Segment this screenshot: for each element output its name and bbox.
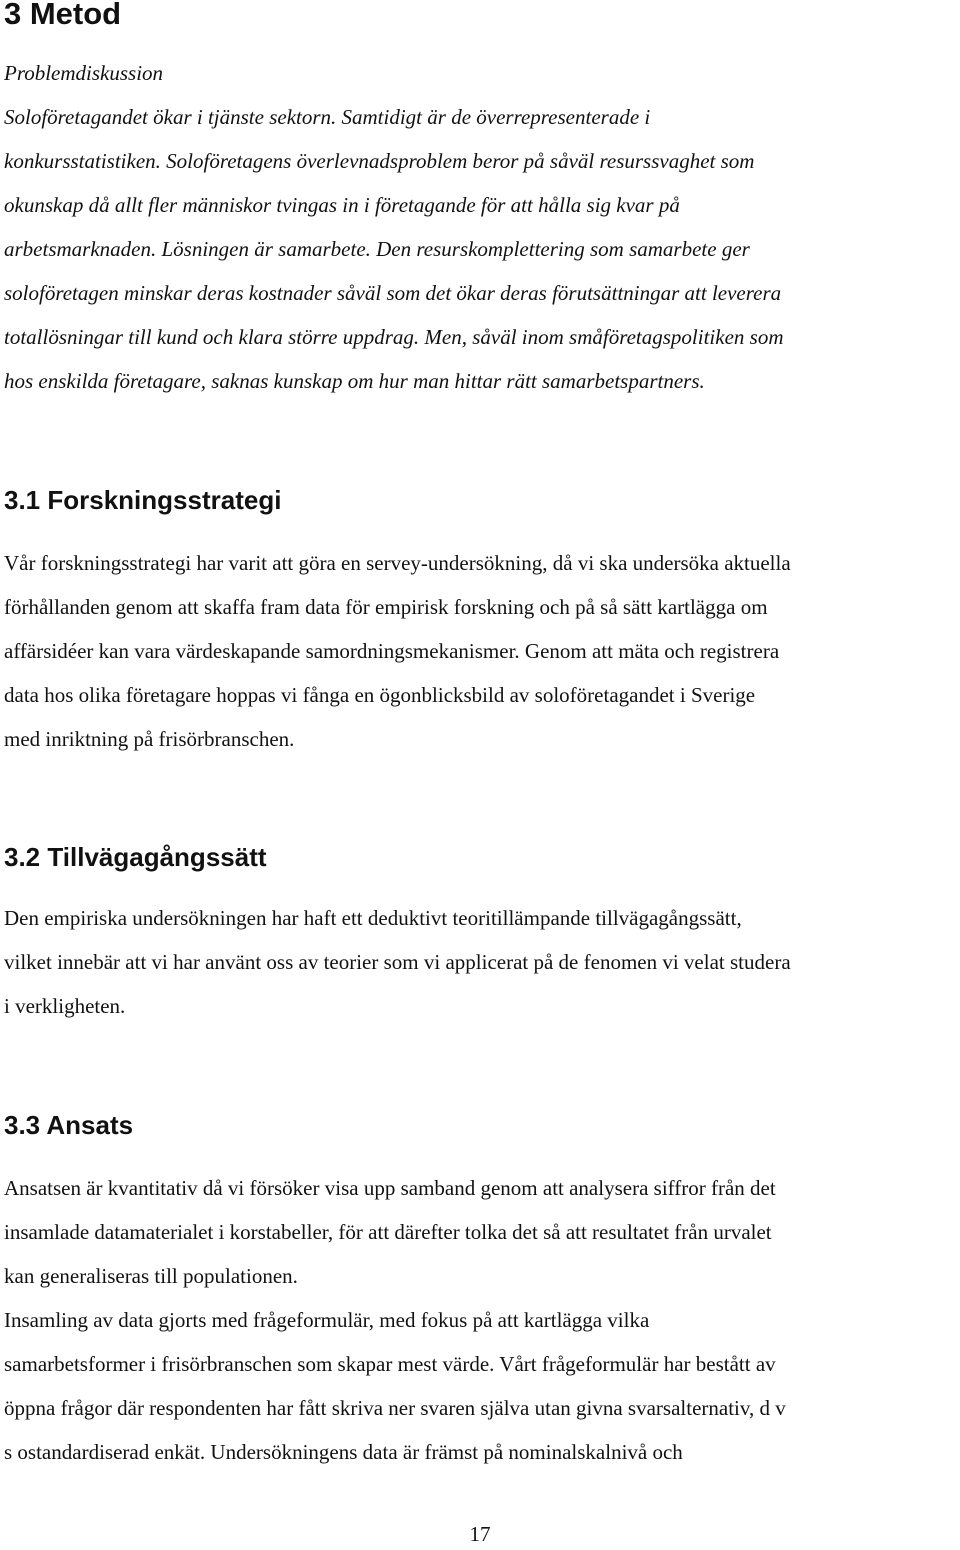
paragraph-line: kan generaliseras till populationen.	[4, 1264, 298, 1288]
paragraph-line: insamlade datamaterialet i korstabeller, för att därefter tolka det så att resultatet från urvalet	[4, 1220, 772, 1244]
paragraph-line: med inriktning på frisörbranschen.	[4, 727, 295, 751]
paragraph-line: Soloföretagandet ökar i tjänste sektorn. Samtidigt är de överrepresenterade i	[4, 105, 651, 129]
paragraph-line: Den empiriska undersökningen har haft ett deduktivt teoritillämpande tillvägagångssätt,	[4, 906, 742, 930]
paragraph-line: arbetsmarknaden. Lösningen är samarbete. Den resurskomplettering som samarbete ger	[4, 237, 750, 261]
problem-discussion-subheading: Problemdiskussion	[4, 61, 164, 85]
paragraph-line: Insamling av data gjorts med frågeformulär, med fokus på att kartlägga vilka	[4, 1308, 650, 1332]
paragraph-line: Vår forskningsstrategi har varit att göra en servey-undersökning, då vi ska undersöka aktuella	[4, 551, 791, 575]
paragraph-line: soloföretagen minskar deras kostnader såväl som det ökar deras förutsättningar att leverera	[4, 281, 782, 305]
section-heading-tillvagagangssatt: 3.2 Tillvägagångssätt	[4, 842, 267, 872]
ansats-paragraph	[4, 1166, 958, 1474]
paragraph-line: konkursstatistiken. Soloföretagens överlevnadsproblem beror på såväl resurssvaghet som	[4, 149, 755, 173]
paragraph-line: öppna frågor där respondenten har fått skriva ner svaren själva utan givna svarsalternativ, d v	[4, 1396, 786, 1420]
paragraph-line: vilket innebär att vi har använt oss av teorier som vi applicerat på de fenomen vi velat studera	[4, 950, 791, 974]
forskningsstrategi-paragraph	[4, 541, 958, 761]
paragraph-line: affärsidéer kan vara värdeskapande samordningsmekanismer. Genom att mäta och registrera	[4, 639, 780, 663]
paragraph-line: förhållanden genom att skaffa fram data för empirisk forskning och på så sätt kartlägga om	[4, 595, 768, 619]
paragraph-line: i verkligheten.	[4, 994, 126, 1018]
paragraph-line: data hos olika företagare hoppas vi fånga en ögonblicksbild av soloföretagandet i Sverige	[4, 683, 756, 707]
paragraph-line: okunskap då allt fler människor tvingas in i företagande för att hålla sig kvar på	[4, 193, 680, 217]
section-heading-forskningsstrategi: 3.1 Forskningsstrategi	[4, 485, 282, 515]
paragraph-line: hos enskilda företagare, saknas kunskap om hur man hittar rätt samarbetspartners.	[4, 369, 705, 393]
paragraph-line: Ansatsen är kvantitativ då vi försöker visa upp samband genom att analysera siffror från det	[4, 1176, 776, 1200]
tillvagagangssatt-paragraph	[4, 896, 958, 1028]
paragraph-line: totallösningar till kund och klara större uppdrag. Men, såväl inom småföretagspolitiken som	[4, 325, 784, 349]
page-number: 17	[469, 1522, 491, 1546]
chapter-heading: 3 Metod	[4, 0, 122, 31]
problem-discussion-block	[4, 51, 958, 403]
section-heading-ansats: 3.3 Ansats	[4, 1110, 134, 1140]
paragraph-line: s ostandardiserad enkät. Undersökningens data är främst på nominalskalnivå och	[4, 1440, 683, 1464]
paragraph-line: samarbetsformer i frisörbranschen som skapar mest värde. Vårt frågeformulär har bestått av	[4, 1352, 776, 1376]
